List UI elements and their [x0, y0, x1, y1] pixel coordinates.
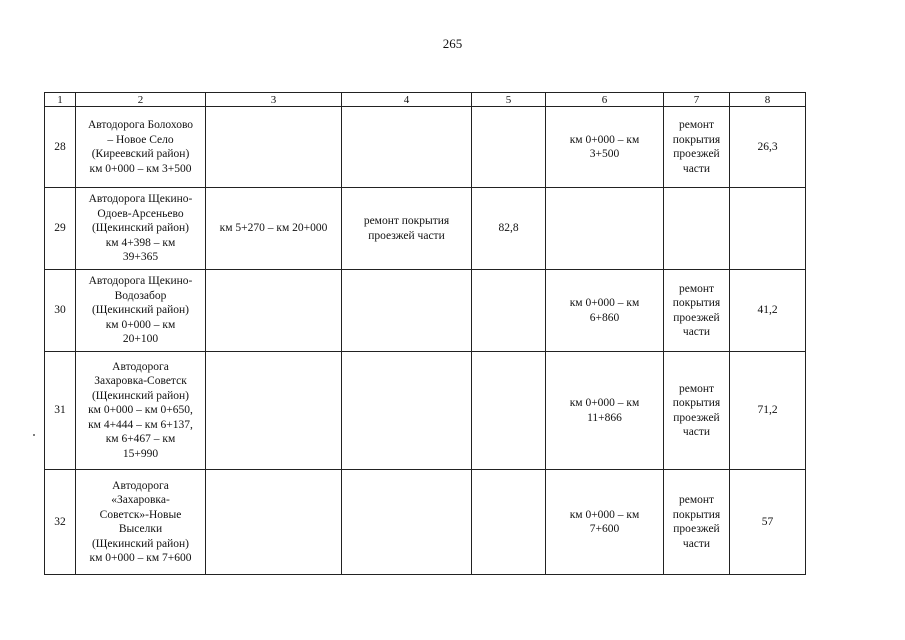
column-6-cell: км 0+000 – км 7+600 [546, 470, 664, 575]
column-6-cell [546, 188, 664, 270]
column-header-5: 5 [472, 93, 546, 107]
table-row [45, 188, 806, 270]
column-6-cell: км 0+000 – км 3+500 [546, 107, 664, 188]
table-row [45, 352, 806, 470]
roads-table [44, 92, 806, 575]
column-6-cell: км 0+000 – км 11+866 [546, 352, 664, 470]
column-3-cell: км 5+270 – км 20+000 [206, 188, 342, 270]
row-number-cell: 32 [45, 470, 76, 575]
column-5-cell [472, 352, 546, 470]
column-4-cell [342, 107, 472, 188]
row-number-cell: 28 [45, 107, 76, 188]
column-4-cell [342, 352, 472, 470]
column-7-cell: ремонт покрытия проезжей части [664, 270, 730, 352]
column-4-cell: ремонт покрытия проезжей части [342, 188, 472, 270]
column-3-cell [206, 352, 342, 470]
table-row [45, 270, 806, 352]
road-name-cell: Автодорога Щекино- Водозабор (Щекинский район) км 0+000 – км 20+100 [76, 270, 206, 352]
scan-speck [33, 434, 35, 436]
road-name-cell: Автодорога Болохово – Новое Село (Киреевский район) км 0+000 – км 3+500 [76, 107, 206, 188]
column-8-cell: 26,3 [730, 107, 806, 188]
table-row [45, 470, 806, 575]
column-5-cell [472, 107, 546, 188]
column-6-cell: км 0+000 – км 6+860 [546, 270, 664, 352]
road-name-cell: Автодорога Захаровка-Советск (Щекинский район) км 0+000 – км 0+650, км 4+444 – км 6+137, км 6+467 – км 15+990 [76, 352, 206, 470]
column-header-3: 3 [206, 93, 342, 107]
column-8-cell: 57 [730, 470, 806, 575]
column-4-cell [342, 470, 472, 575]
row-number-cell: 31 [45, 352, 76, 470]
row-number-cell: 29 [45, 188, 76, 270]
column-8-cell [730, 188, 806, 270]
column-5-cell [472, 270, 546, 352]
column-header-2: 2 [76, 93, 206, 107]
road-name-cell: Автодорога «Захаровка- Советск»-Новые Выселки (Щекинский район) км 0+000 – км 7+600 [76, 470, 206, 575]
column-7-cell: ремонт покрытия проезжей части [664, 352, 730, 470]
column-8-cell: 41,2 [730, 270, 806, 352]
header-row [45, 93, 806, 107]
page-number: 265 [442, 36, 463, 51]
column-7-cell: ремонт покрытия проезжей части [664, 107, 730, 188]
column-7-cell: ремонт покрытия проезжей части [664, 470, 730, 575]
column-header-6: 6 [546, 93, 664, 107]
row-number-cell: 30 [45, 270, 76, 352]
road-name-cell: Автодорога Щекино- Одоев-Арсеньево (Щекинский район) км 4+398 – км 39+365 [76, 188, 206, 270]
column-3-cell [206, 107, 342, 188]
column-4-cell [342, 270, 472, 352]
table-header [45, 93, 806, 107]
column-3-cell [206, 470, 342, 575]
column-header-7: 7 [664, 93, 730, 107]
column-3-cell [206, 270, 342, 352]
column-8-cell: 71,2 [730, 352, 806, 470]
column-5-cell: 82,8 [472, 188, 546, 270]
table-row [45, 107, 806, 188]
column-5-cell [472, 470, 546, 575]
column-header-1: 1 [45, 93, 76, 107]
column-header-4: 4 [342, 93, 472, 107]
column-7-cell [664, 188, 730, 270]
table-body [45, 107, 806, 575]
column-header-8: 8 [730, 93, 806, 107]
